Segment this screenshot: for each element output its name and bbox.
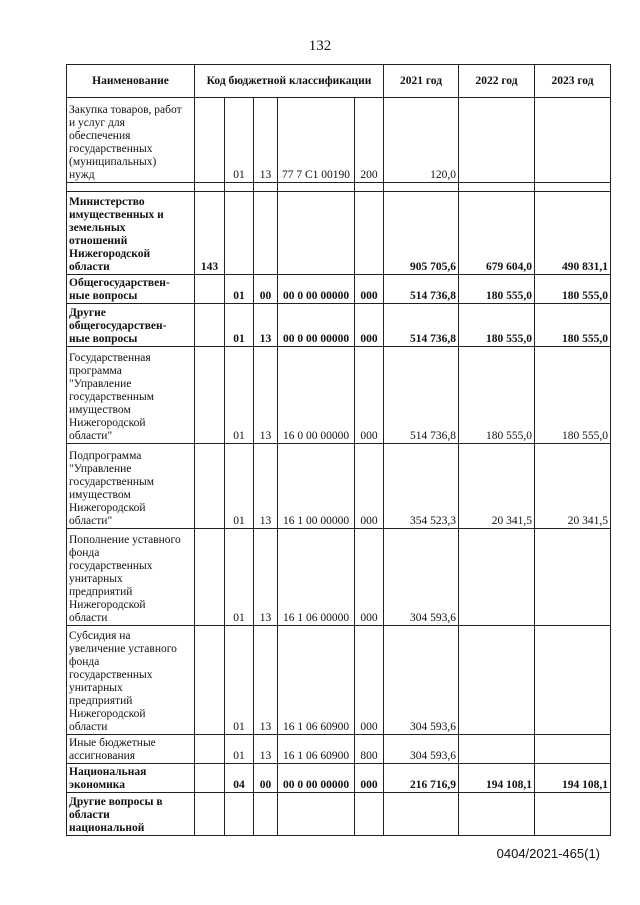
- cell-pr: 13: [254, 444, 278, 529]
- cell-ved: [195, 183, 225, 192]
- cell-vr: 800: [355, 735, 384, 764]
- cell-rz: 01: [225, 275, 254, 304]
- cell-vr: 000: [355, 347, 384, 444]
- cell-pr: 13: [254, 304, 278, 347]
- header-2022: 2022 год: [459, 65, 535, 98]
- cell-2021: [384, 183, 459, 192]
- cell-2021: 304 593,6: [384, 529, 459, 626]
- cell-rz: [225, 793, 254, 836]
- cell-rz: [225, 183, 254, 192]
- cell-csr: 16 0 00 00000: [278, 347, 355, 444]
- cell-2021: [384, 793, 459, 836]
- cell-vr: 000: [355, 304, 384, 347]
- cell-name: Национальная экономика: [67, 764, 195, 793]
- cell-name: Субсидия на увеличение уставного фонда государственных унитарных предприятий Нижегородской области: [67, 626, 195, 735]
- header-2023: 2023 год: [535, 65, 611, 98]
- cell-vr: 000: [355, 626, 384, 735]
- table-row: [67, 626, 611, 735]
- budget-table: [66, 64, 611, 836]
- cell-2022: 20 341,5: [459, 444, 535, 529]
- table-row: [67, 304, 611, 347]
- cell-csr: 16 1 06 60900: [278, 735, 355, 764]
- cell-pr: 00: [254, 764, 278, 793]
- document-code: 0404/2021-465(1): [496, 846, 600, 861]
- cell-csr: 77 7 C1 00190: [278, 98, 355, 183]
- cell-pr: [254, 192, 278, 275]
- cell-rz: 01: [225, 529, 254, 626]
- cell-ved: [195, 793, 225, 836]
- cell-2021: 514 736,8: [384, 275, 459, 304]
- cell-csr: 16 1 06 00000: [278, 529, 355, 626]
- cell-2022: [459, 183, 535, 192]
- cell-2023: 490 831,1: [535, 192, 611, 275]
- cell-ved: [195, 444, 225, 529]
- cell-2021: 354 523,3: [384, 444, 459, 529]
- cell-vr: [355, 183, 384, 192]
- cell-name: Закупка товаров, работ и услуг для обеспечения государственных (муниципальных) нужд: [67, 98, 195, 183]
- cell-name: [67, 183, 195, 192]
- header-2021: 2021 год: [384, 65, 459, 98]
- cell-2022: 679 604,0: [459, 192, 535, 275]
- cell-2023: [535, 793, 611, 836]
- cell-vr: [355, 192, 384, 275]
- cell-2023: 194 108,1: [535, 764, 611, 793]
- cell-name: Государственная программа "Управление государственным имуществом Нижегородской области": [67, 347, 195, 444]
- cell-ved: [195, 98, 225, 183]
- cell-name: Общегосударствен- ные вопросы: [67, 275, 195, 304]
- cell-csr: 00 0 00 00000: [278, 764, 355, 793]
- cell-name: Иные бюджетные ассигнования: [67, 735, 195, 764]
- table-row: [67, 98, 611, 183]
- table-header-row: [67, 65, 611, 98]
- page-number: 132: [308, 38, 332, 54]
- cell-vr: 000: [355, 529, 384, 626]
- cell-ved: [195, 304, 225, 347]
- cell-2023: [535, 529, 611, 626]
- cell-rz: 01: [225, 347, 254, 444]
- cell-name: Другие общегосударствен- ные вопросы: [67, 304, 195, 347]
- cell-vr: 000: [355, 444, 384, 529]
- cell-rz: 01: [225, 735, 254, 764]
- cell-2023: [535, 735, 611, 764]
- cell-2022: 194 108,1: [459, 764, 535, 793]
- table-row: [67, 793, 611, 836]
- cell-ved: [195, 626, 225, 735]
- cell-csr: [278, 183, 355, 192]
- header-name: Наименование: [67, 65, 195, 98]
- cell-vr: [355, 793, 384, 836]
- table-row: [67, 192, 611, 275]
- cell-2021: 216 716,9: [384, 764, 459, 793]
- cell-pr: [254, 183, 278, 192]
- cell-rz: 01: [225, 626, 254, 735]
- cell-ved: [195, 735, 225, 764]
- cell-ved: [195, 347, 225, 444]
- cell-2023: [535, 98, 611, 183]
- cell-vr: 200: [355, 98, 384, 183]
- cell-2021: 304 593,6: [384, 626, 459, 735]
- cell-vr: 000: [355, 764, 384, 793]
- cell-rz: 01: [225, 98, 254, 183]
- cell-pr: 13: [254, 735, 278, 764]
- cell-ved: [195, 275, 225, 304]
- cell-name: Министерство имущественных и земельных отношений Нижегородской области: [67, 192, 195, 275]
- header-code: Код бюджетной классификации: [195, 65, 384, 98]
- cell-2022: [459, 735, 535, 764]
- cell-csr: 00 0 00 00000: [278, 275, 355, 304]
- cell-2023: 180 555,0: [535, 304, 611, 347]
- cell-2022: 180 555,0: [459, 347, 535, 444]
- table-row: [67, 764, 611, 793]
- cell-csr: [278, 192, 355, 275]
- cell-2023: 180 555,0: [535, 347, 611, 444]
- cell-ved: 143: [195, 192, 225, 275]
- cell-pr: 13: [254, 529, 278, 626]
- cell-ved: [195, 764, 225, 793]
- cell-2021: 120,0: [384, 98, 459, 183]
- cell-2022: [459, 98, 535, 183]
- cell-rz: 01: [225, 444, 254, 529]
- cell-csr: 16 1 00 00000: [278, 444, 355, 529]
- cell-2021: 304 593,6: [384, 735, 459, 764]
- table-row: [67, 183, 611, 192]
- cell-ved: [195, 529, 225, 626]
- cell-2022: [459, 626, 535, 735]
- cell-pr: [254, 793, 278, 836]
- cell-rz: 01: [225, 304, 254, 347]
- cell-vr: 000: [355, 275, 384, 304]
- cell-2021: 514 736,8: [384, 347, 459, 444]
- cell-pr: 13: [254, 626, 278, 735]
- cell-pr: 13: [254, 347, 278, 444]
- cell-2023: [535, 183, 611, 192]
- cell-csr: 16 1 06 60900: [278, 626, 355, 735]
- cell-2023: [535, 626, 611, 735]
- table-row: [67, 444, 611, 529]
- table-row: [67, 275, 611, 304]
- cell-2021: 905 705,6: [384, 192, 459, 275]
- table-row: [67, 735, 611, 764]
- cell-rz: [225, 192, 254, 275]
- cell-name: Другие вопросы в области национальной: [67, 793, 195, 836]
- table-row: [67, 529, 611, 626]
- table-row: [67, 347, 611, 444]
- cell-name: Пополнение уставного фонда государственных унитарных предприятий Нижегородской области: [67, 529, 195, 626]
- cell-csr: [278, 793, 355, 836]
- cell-2022: [459, 793, 535, 836]
- cell-2023: 20 341,5: [535, 444, 611, 529]
- cell-2023: 180 555,0: [535, 275, 611, 304]
- cell-2021: 514 736,8: [384, 304, 459, 347]
- cell-2022: [459, 529, 535, 626]
- cell-pr: 13: [254, 98, 278, 183]
- cell-pr: 00: [254, 275, 278, 304]
- cell-2022: 180 555,0: [459, 304, 535, 347]
- cell-csr: 00 0 00 00000: [278, 304, 355, 347]
- cell-rz: 04: [225, 764, 254, 793]
- cell-name: Подпрограмма "Управление государственным имуществом Нижегородской области": [67, 444, 195, 529]
- cell-2022: 180 555,0: [459, 275, 535, 304]
